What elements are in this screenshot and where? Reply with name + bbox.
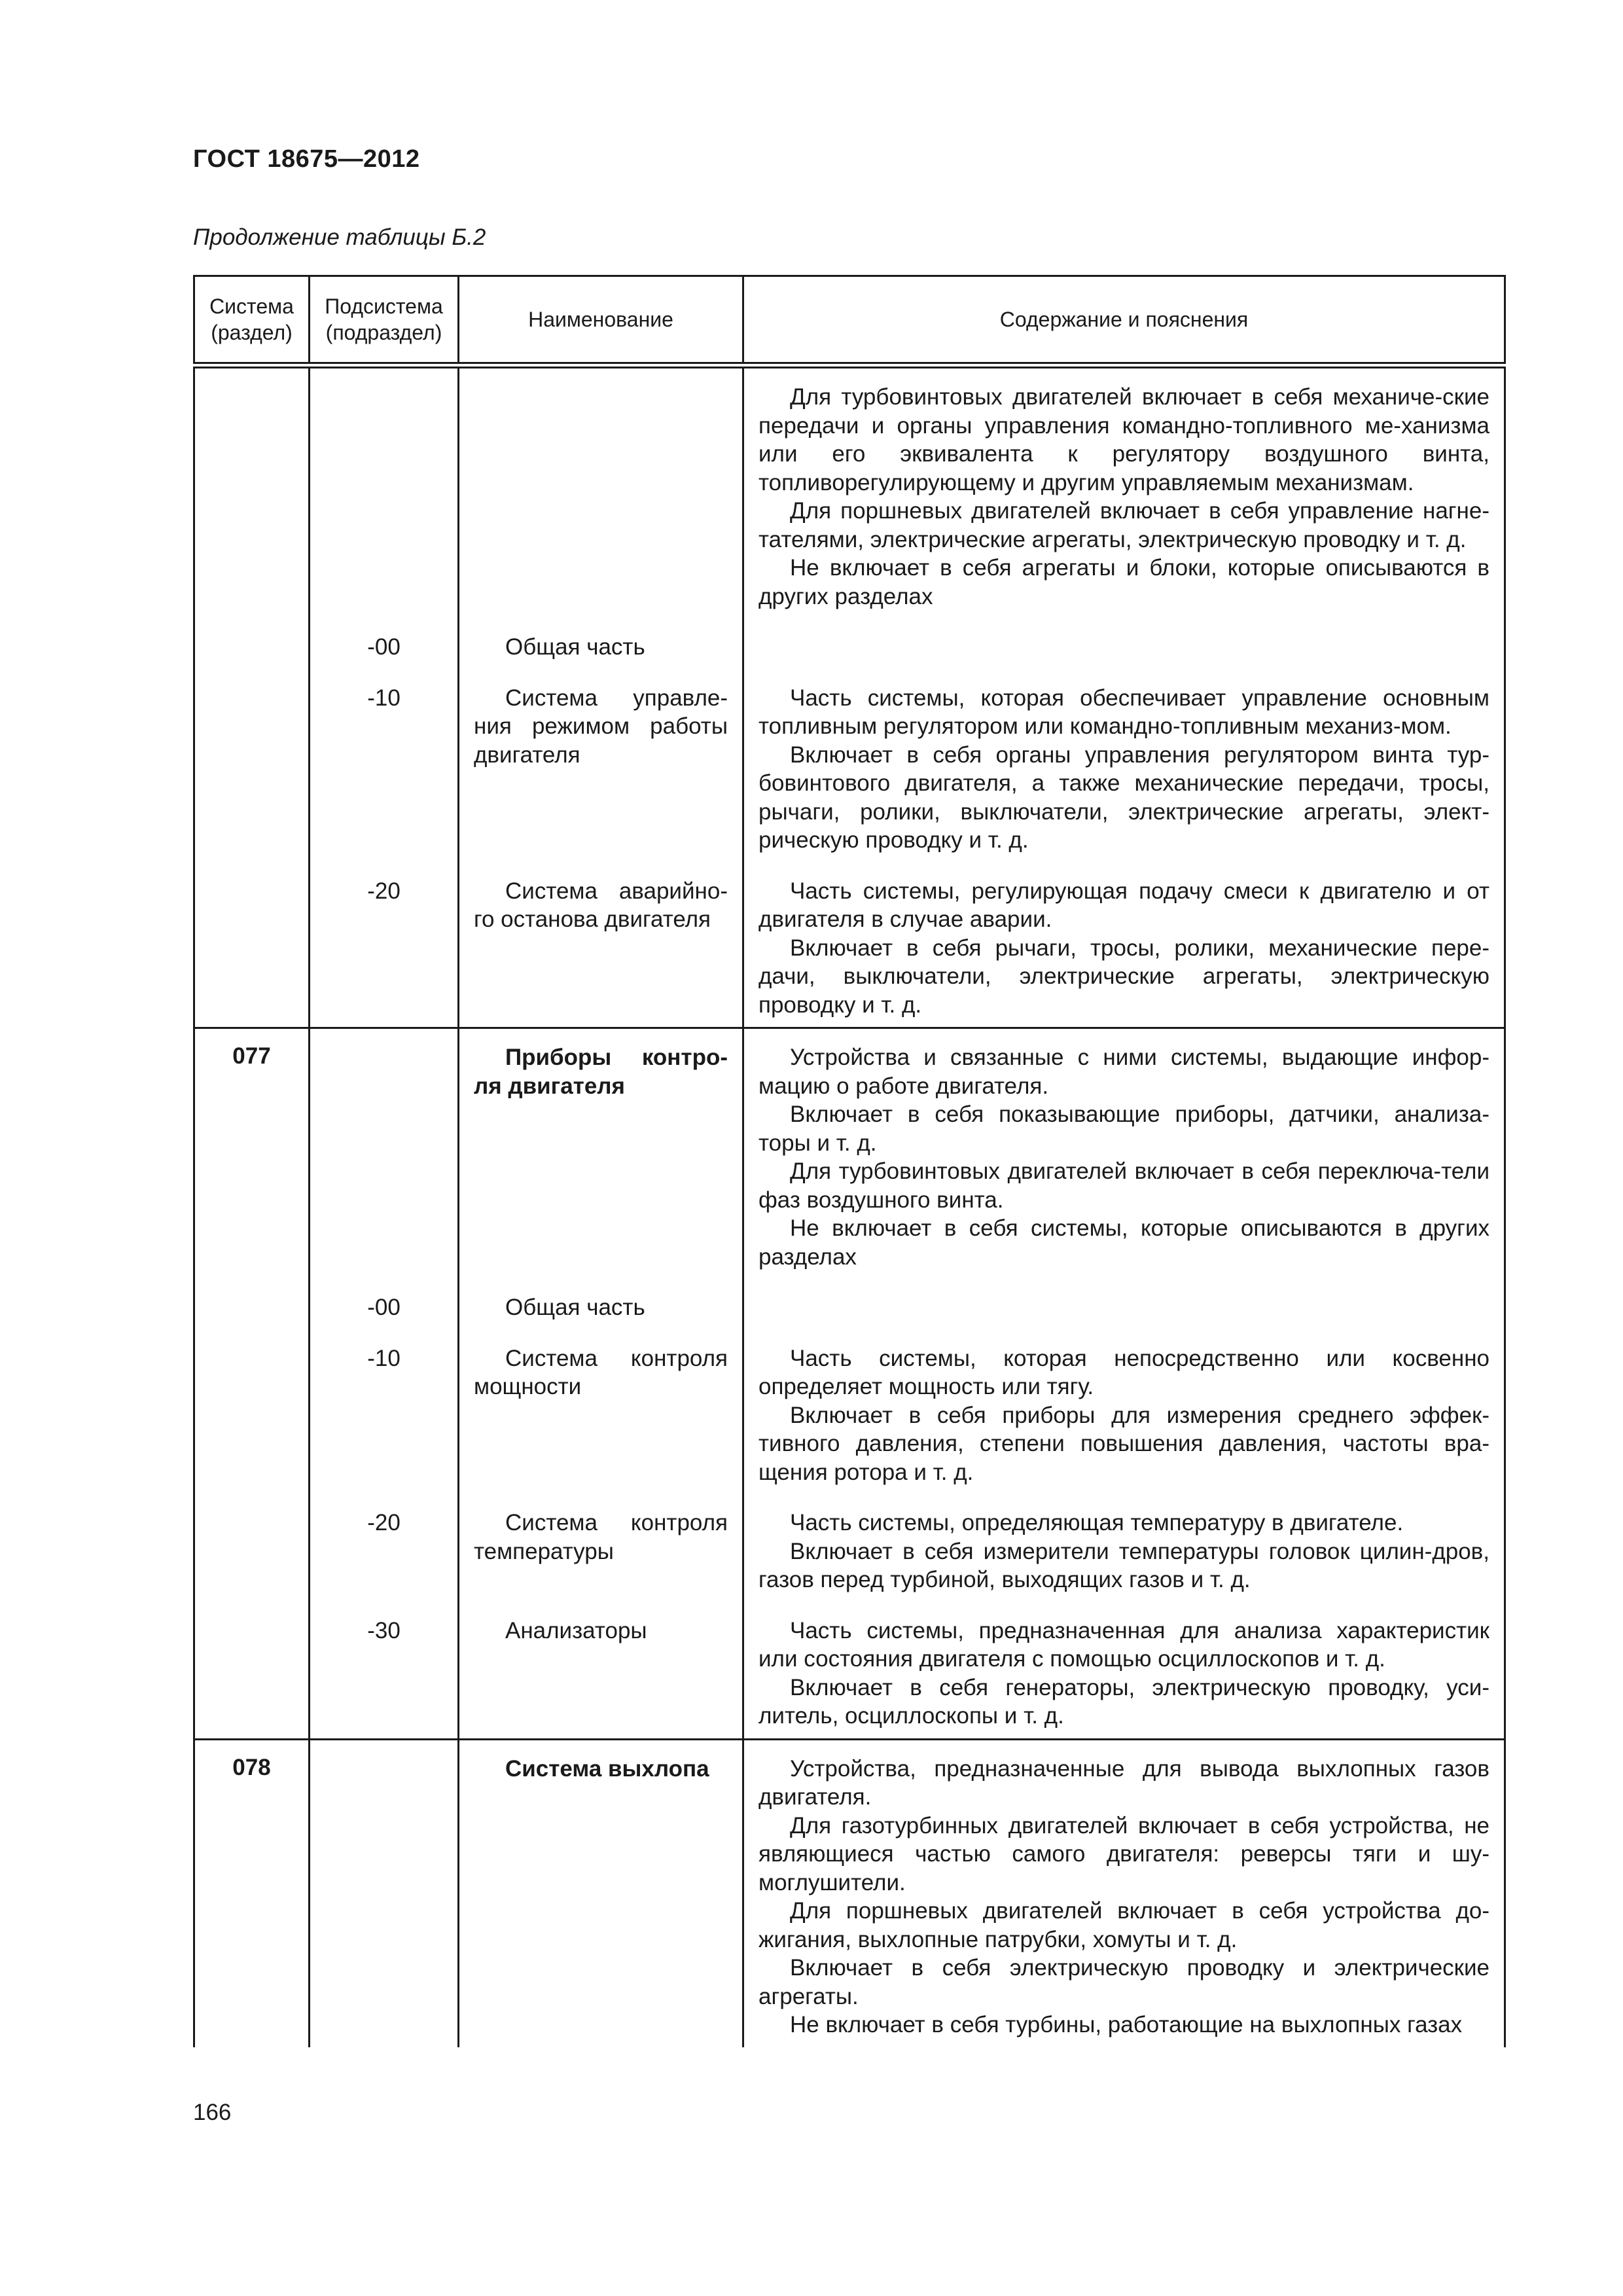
table-row — [194, 1739, 1505, 2047]
item-description — [743, 1028, 1505, 1280]
description-paragraph: Для поршневых двигателей включает в себя устройства до-жигания, выхлопные патрубки, хомуты и т. д. — [758, 1898, 1489, 1952]
item-name — [459, 1330, 743, 1495]
description-paragraph: Для поршневых двигателей включает в себя управление нагне-тателями, электрические агрегаты, электрическую проводку и т. д. — [758, 498, 1489, 552]
description-paragraph: Часть системы, определяющая температуру в двигателе. — [790, 1510, 1404, 1535]
document-header: ГОСТ 18675—2012 — [193, 145, 420, 173]
description-paragraph: Не включает в себя агрегаты и блоки, которые описываются в других разделах — [758, 555, 1489, 609]
column-header-system: Система (раздел) — [194, 276, 310, 366]
system-code: 077 — [194, 1028, 310, 1280]
description-paragraph: Включает в себя показывающие приборы, датчики, анализа-торы и т. д. — [758, 1102, 1489, 1156]
description-paragraph: Часть системы, предназначенная для анализа характеристик или состояния двигателя с помощью осциллоскопов и т. д. — [758, 1617, 1489, 1672]
description-paragraph: Не включает в себя системы, которые описываются в других разделах — [758, 1215, 1489, 1270]
system-code — [194, 1330, 310, 1495]
subsystem-code: -10 — [310, 1330, 459, 1495]
system-code — [194, 365, 310, 619]
table-row — [194, 670, 1505, 863]
description-paragraph: Часть системы, регулирующая подачу смеси к двигателю и от двигателя в случае аварии. — [758, 878, 1489, 932]
item-name-text: Общая часть — [505, 634, 645, 660]
item-name — [459, 1602, 743, 1740]
description-paragraph: Устройства и связанные с ними системы, выдающие инфор-мацию о работе двигателя. — [758, 1045, 1489, 1099]
description-paragraph: Для газотурбинных двигателей включает в себя устройства, не являющиеся частью самого двигателя: реверсы тяги и шу-моглушители. — [758, 1812, 1489, 1895]
item-description — [743, 365, 1505, 619]
system-code — [194, 1494, 310, 1602]
column-header-subsystem: Подсистема (подраздел) — [310, 276, 459, 366]
table-row — [194, 365, 1505, 619]
subsystem-code — [310, 365, 459, 619]
table-row — [194, 863, 1505, 1028]
system-code — [194, 863, 310, 1028]
description-paragraph: Включает в себя органы управления регулятором винта тур-бовинтового двигателя, а также механические передачи, тросы, рычаги, ролики, выключатели, электрические агрегаты, элект-рическую проводку и т. д. — [758, 742, 1489, 853]
description-paragraph: Для турбовинтовых двигателей включает в себя механиче-ские передачи и органы управления командно-топливного ме-ханизма или его эквивалента к регулятору воздушного винта, топливорегулирующему и другим управляемым механизмам. — [758, 384, 1489, 495]
table-caption: Продолжение таблицы Б.2 — [193, 224, 486, 250]
item-name-text: Система управле-ния режимом работы двигателя — [474, 685, 728, 768]
system-code — [194, 1279, 310, 1330]
page-number: 166 — [193, 2100, 232, 2125]
item-description — [743, 1330, 1505, 1495]
description-paragraph: Часть системы, которая непосредственно или косвенно определяет мощность или тягу. — [758, 1345, 1489, 1399]
system-code: 078 — [194, 1739, 310, 2047]
item-description — [743, 1494, 1505, 1602]
column-header-description: Содержание и пояснения — [743, 276, 1505, 366]
system-code — [194, 619, 310, 670]
table-row — [194, 1494, 1505, 1602]
description-paragraph: Включает в себя электрическую проводку и электрические агрегаты. — [758, 1955, 1489, 2009]
subsystem-code — [310, 1028, 459, 1280]
item-name — [459, 863, 743, 1028]
item-name-text: Система контроля температуры — [474, 1510, 728, 1564]
item-name-text: Анализаторы — [505, 1617, 647, 1643]
column-header-name: Наименование — [459, 276, 743, 366]
description-paragraph: Включает в себя измерители температуры головок цилин-дров, газов перед турбиной, выходящих газов и т. д. — [758, 1538, 1489, 1592]
subsystem-code: -20 — [310, 863, 459, 1028]
item-name — [459, 1028, 743, 1280]
item-description — [743, 1739, 1505, 2047]
item-description — [743, 1602, 1505, 1740]
item-name — [459, 619, 743, 670]
table-row — [194, 1028, 1505, 1280]
description-paragraph: Не включает в себя турбины, работающие на выхлопных газах — [790, 2012, 1463, 2037]
item-name-text: Приборы контро-ля двигателя — [474, 1045, 728, 1099]
system-code — [194, 670, 310, 863]
subsystem-code: -30 — [310, 1602, 459, 1740]
description-paragraph: Для турбовинтовых двигателей включает в себя переключа-тели фаз воздушного винта. — [758, 1158, 1489, 1213]
item-name — [459, 365, 743, 619]
item-name-text: Система аварийно-го останова двигателя — [474, 878, 728, 932]
subsystem-code: -00 — [310, 619, 459, 670]
subsystem-code — [310, 1739, 459, 2047]
table-row — [194, 1602, 1505, 1740]
description-paragraph: Часть системы, которая обеспечивает управление основным топливным регулятором или командно-топливным механиз-мом. — [758, 685, 1489, 739]
subsystem-code: -20 — [310, 1494, 459, 1602]
description-paragraph: Включает в себя приборы для измерения среднего эффек-тивного давления, степени повышения давления, частоты вра-щения ротора и т. д. — [758, 1402, 1489, 1485]
item-name — [459, 1739, 743, 2047]
table-row — [194, 1330, 1505, 1495]
item-description — [743, 619, 1505, 670]
subsystem-code: -00 — [310, 1279, 459, 1330]
item-name-text: Общая часть — [505, 1295, 645, 1320]
subsystem-code: -10 — [310, 670, 459, 863]
item-name — [459, 1494, 743, 1602]
item-description — [743, 670, 1505, 863]
item-description — [743, 1279, 1505, 1330]
item-name — [459, 670, 743, 863]
item-description — [743, 863, 1505, 1028]
description-paragraph: Включает в себя рычаги, тросы, ролики, механические пере-дачи, выключатели, электрические агрегаты, электрическую проводку и т. д. — [758, 935, 1489, 1018]
description-paragraph: Включает в себя генераторы, электрическую проводку, уси-литель, осциллоскопы и т. д. — [758, 1674, 1489, 1729]
item-name-text: Система выхлопа — [505, 1755, 709, 1782]
item-name-text: Система контроля мощности — [474, 1345, 728, 1399]
table-row — [194, 619, 1505, 670]
item-name — [459, 1279, 743, 1330]
description-paragraph: Устройства, предназначенные для вывода выхлопных газов двигателя. — [758, 1755, 1489, 1810]
table-row — [194, 1279, 1505, 1330]
system-code — [194, 1602, 310, 1740]
table-header-row — [194, 276, 1505, 366]
classification-table — [193, 275, 1504, 2037]
